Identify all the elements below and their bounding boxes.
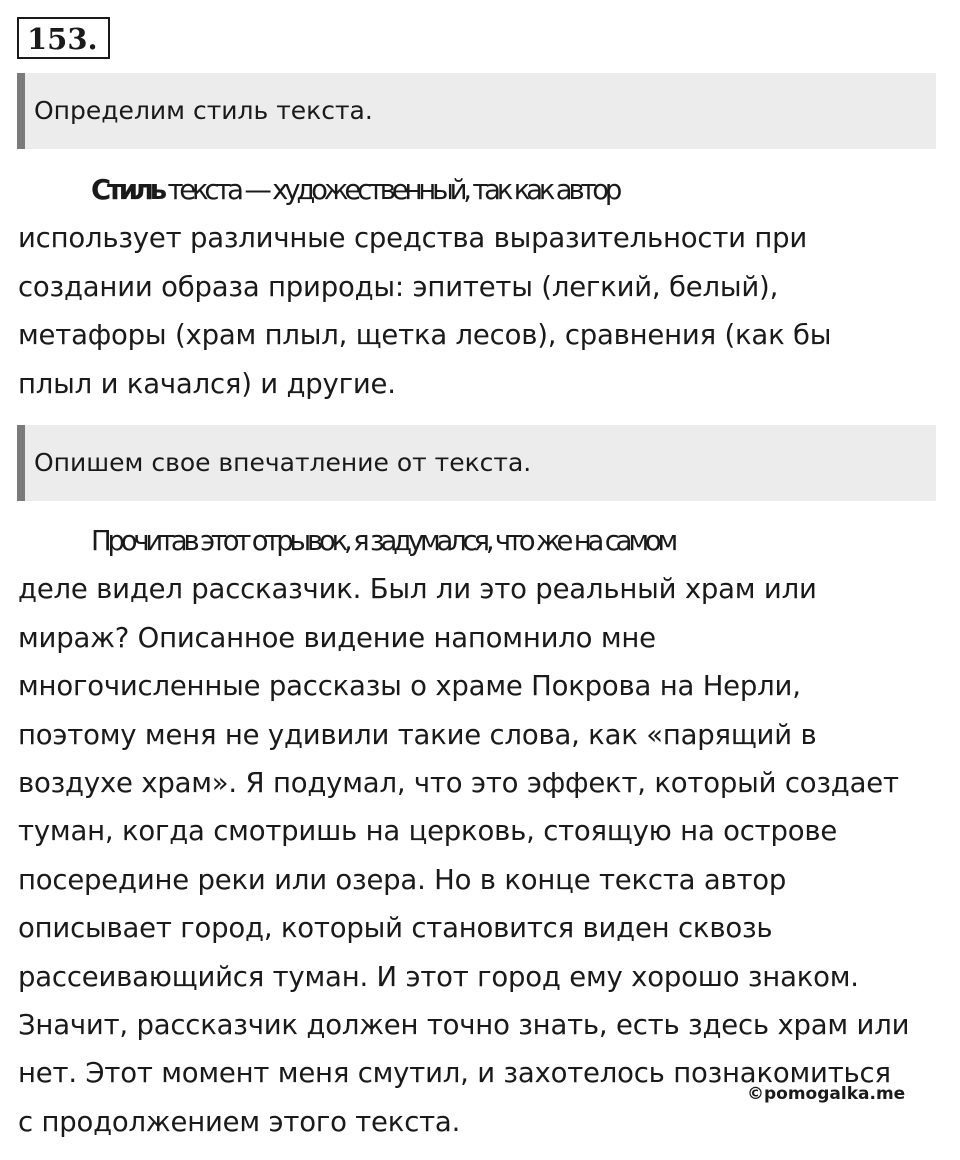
task-number: 153.: [17, 17, 110, 59]
paragraph-line: деле видел рассказчик. Был ли это реальный храм или: [18, 573, 817, 606]
paragraph-line: плыл и качался) и другие.: [18, 367, 396, 400]
paragraph-line: описывает город, который становится виден сквозь: [18, 912, 773, 945]
paragraph-line: рассеивающийся туман. И этот город ему хорошо знаком.: [18, 960, 859, 993]
paragraph-line: поэтому меня не удивили такие слова, как «парящий в: [18, 718, 817, 751]
paragraph-line: Прочитав этот отрывок, я задумался, что же на самом: [91, 525, 675, 557]
paragraph-line: многочисленные рассказы о храме Покрова на Нерли,: [18, 670, 801, 703]
paragraph-line: использует различные средства выразительности при: [18, 222, 808, 255]
paragraph-line: метафоры (храм плыл, щетка лесов), сравнения (как бы: [18, 319, 832, 352]
paragraph-line: туман, когда смотришь на церковь, стоящую на острове: [18, 815, 838, 848]
paragraph-line: нет. Этот момент меня смутил, и захотелось познакомиться: [18, 1057, 891, 1090]
impression-paragraph: [18, 517, 943, 1146]
bold-term: Стиль: [91, 174, 163, 206]
paragraph-line: Стиль текста — художественный, так как автор: [91, 174, 619, 206]
paragraph-line: мираж? Описанное видение напомнило мне: [18, 621, 656, 654]
watermark: ©pomogalka.me: [747, 1084, 906, 1104]
section-heading-style: Определим стиль текста.: [17, 73, 936, 149]
paragraph-line: воздухе храм». Я подумал, что это эффект, который создает: [18, 767, 899, 800]
style-paragraph: [18, 166, 943, 408]
paragraph-line: с продолжением этого текста.: [18, 1105, 461, 1138]
section-heading-impression: Опишем свое впечатление от текста.: [17, 425, 936, 501]
paragraph-line: посередине реки или озера. Но в конце текста автор: [18, 863, 787, 896]
paragraph-line: создании образа природы: эпитеты (легкий, белый),: [18, 270, 779, 303]
paragraph-line: Значит, рассказчик должен точно знать, есть здесь храм или: [18, 1009, 910, 1042]
